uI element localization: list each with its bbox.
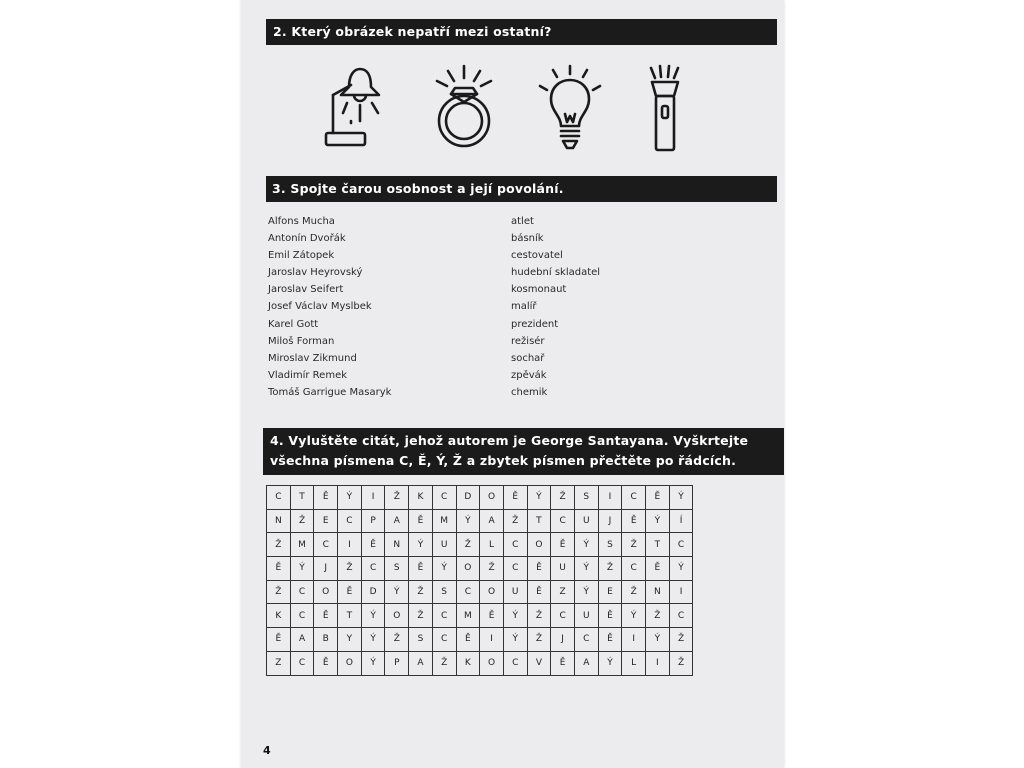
person-name: Antonín Dvořák (268, 233, 346, 245)
grid-cell: Ž (338, 557, 362, 581)
grid-cell: Ě (503, 486, 527, 510)
grid-cell: Ž (456, 533, 480, 557)
grid-cell: Ě (361, 533, 385, 557)
grid-cell: Ž (503, 509, 527, 533)
grid-cell: L (480, 533, 504, 557)
grid-cell: S (385, 557, 409, 581)
grid-cell: Í (669, 509, 693, 533)
grid-row (267, 557, 693, 581)
grid-cell: T (527, 509, 551, 533)
grid-cell: I (598, 486, 622, 510)
grid-cell: Ý (456, 509, 480, 533)
grid-cell: Ž (385, 628, 409, 652)
grid-cell: C (432, 628, 456, 652)
grid-row (267, 486, 693, 510)
grid-cell: Ě (551, 533, 575, 557)
profession: básník (511, 233, 544, 245)
grid-cell: M (456, 604, 480, 628)
grid-cell: S (432, 580, 456, 604)
section-3-header (266, 176, 777, 202)
grid-cell: Ž (598, 557, 622, 581)
grid-cell: C (290, 580, 314, 604)
grid-cell: I (646, 651, 670, 675)
light-bulb-icon (537, 64, 607, 152)
grid-cell: C (314, 533, 338, 557)
profession: atlet (511, 216, 534, 227)
section-4-title-line-2: všechna písmena C, Ě, Ý, Ž a zbytek písmen přečtěte po řádcích. (270, 453, 737, 468)
grid-cell: Ý (361, 628, 385, 652)
desk-lamp-icon (323, 63, 393, 151)
person-name: Jaroslav Heyrovský (268, 267, 363, 279)
grid-cell: S (409, 628, 433, 652)
grid-cell: N (646, 580, 670, 604)
grid-cell: Ž (409, 580, 433, 604)
ring-icon (433, 64, 499, 152)
grid-cell: C (622, 557, 646, 581)
person-name: Alfons Mucha (268, 216, 335, 227)
grid-cell: Ž (409, 604, 433, 628)
grid-row (267, 580, 693, 604)
profession: cestovatel (511, 250, 563, 262)
grid-cell: C (338, 509, 362, 533)
grid-cell: O (314, 580, 338, 604)
grid-cell: J (598, 509, 622, 533)
grid-cell: Ý (385, 580, 409, 604)
grid-cell: Ý (290, 557, 314, 581)
grid-row (267, 628, 693, 652)
grid-cell: D (361, 580, 385, 604)
grid-cell: C (574, 628, 598, 652)
grid-cell: U (432, 533, 456, 557)
grid-cell: Ž (551, 486, 575, 510)
grid-cell: Ě (622, 509, 646, 533)
grid-cell: I (669, 580, 693, 604)
grid-cell: Ž (622, 533, 646, 557)
grid-cell: O (338, 651, 362, 675)
grid-cell: C (503, 533, 527, 557)
grid-cell: M (290, 533, 314, 557)
section-2-header (266, 19, 777, 45)
grid-cell: Ž (669, 628, 693, 652)
grid-cell: U (574, 509, 598, 533)
grid-cell: T (338, 604, 362, 628)
grid-cell: O (385, 604, 409, 628)
grid-cell: Ý (409, 533, 433, 557)
grid-cell: Ž (432, 651, 456, 675)
grid-cell: Ý (527, 486, 551, 510)
grid-cell: S (574, 486, 598, 510)
grid-cell: Ý (503, 604, 527, 628)
grid-cell: C (456, 580, 480, 604)
grid-cell: C (290, 604, 314, 628)
grid-cell: K (409, 486, 433, 510)
grid-cell: Z (551, 580, 575, 604)
grid-cell: Ě (527, 580, 551, 604)
grid-cell: Ž (385, 486, 409, 510)
grid-cell: U (574, 604, 598, 628)
grid-cell: C (361, 557, 385, 581)
profession: zpěvák (511, 369, 547, 381)
grid-cell: N (385, 533, 409, 557)
person-name: Jaroslav Seifert (268, 284, 344, 296)
grid-cell: Ý (432, 557, 456, 581)
grid-cell: Ě (314, 486, 338, 510)
grid-cell: I (622, 628, 646, 652)
grid-cell: Ý (622, 604, 646, 628)
grid-cell: C (290, 651, 314, 675)
grid-cell: Ž (290, 509, 314, 533)
grid-row (267, 509, 693, 533)
grid-cell: K (456, 651, 480, 675)
grid-cell: Ý (646, 509, 670, 533)
profession: malíř (511, 301, 537, 313)
grid-cell: M (432, 509, 456, 533)
flashlight-icon (643, 64, 689, 154)
profession: hudební skladatel (511, 267, 601, 279)
letter-grid (266, 485, 693, 676)
person-name: Karel Gott (268, 318, 319, 330)
profession: chemik (511, 386, 548, 398)
profession: prezident (511, 318, 559, 330)
grid-row (267, 604, 693, 628)
grid-cell: Ž (646, 604, 670, 628)
grid-cell: Ě (409, 557, 433, 581)
grid-cell: Ý (503, 628, 527, 652)
section-4-header (263, 428, 784, 475)
grid-cell: Ž (267, 580, 291, 604)
grid-cell: J (314, 557, 338, 581)
grid-cell: T (646, 533, 670, 557)
grid-cell: A (409, 651, 433, 675)
grid-cell: Ý (669, 486, 693, 510)
section-3-title: 3. Spojte čarou osobnost a její povolání. (272, 181, 564, 196)
grid-cell: Ž (622, 580, 646, 604)
grid-cell: A (290, 628, 314, 652)
grid-cell: A (574, 651, 598, 675)
grid-cell: Ž (669, 651, 693, 675)
grid-cell: C (503, 557, 527, 581)
grid-cell: C (551, 509, 575, 533)
grid-cell: C (669, 604, 693, 628)
professions-list (511, 213, 600, 401)
grid-cell: Y (338, 628, 362, 652)
person-name: Emil Zátopek (268, 250, 335, 262)
grid-cell: Ě (551, 651, 575, 675)
grid-cell: C (267, 486, 291, 510)
grid-cell: C (432, 604, 456, 628)
grid-cell: Ě (646, 557, 670, 581)
grid-cell: U (551, 557, 575, 581)
grid-cell: Ě (314, 651, 338, 675)
page-number: 4 (263, 744, 271, 757)
grid-cell: Z (267, 651, 291, 675)
grid-cell: C (669, 533, 693, 557)
grid-cell: S (598, 533, 622, 557)
profession: kosmonaut (511, 284, 567, 296)
grid-cell: L (622, 651, 646, 675)
grid-cell: Ý (338, 486, 362, 510)
grid-cell: Ý (361, 604, 385, 628)
grid-cell: U (503, 580, 527, 604)
grid-cell: B (314, 628, 338, 652)
grid-cell: I (338, 533, 362, 557)
grid-cell: Ý (574, 533, 598, 557)
grid-cell: P (385, 651, 409, 675)
grid-cell: Ě (598, 628, 622, 652)
grid-cell: Ý (574, 557, 598, 581)
person-name: Miroslav Zikmund (268, 352, 357, 364)
profession: sochař (511, 352, 545, 364)
grid-cell: Ý (669, 557, 693, 581)
grid-cell: Ž (527, 628, 551, 652)
grid-cell: A (480, 509, 504, 533)
section-4-title-line-1: 4. Vyluštěte citát, jehož autorem je George Santayana. Vyškrtejte (270, 433, 749, 448)
grid-cell: T (290, 486, 314, 510)
grid-cell: C (432, 486, 456, 510)
grid-cell: O (480, 651, 504, 675)
grid-cell: N (267, 509, 291, 533)
grid-cell: I (480, 628, 504, 652)
grid-cell: Ě (527, 557, 551, 581)
grid-cell: D (456, 486, 480, 510)
grid-row (267, 533, 693, 557)
grid-cell: Ě (598, 604, 622, 628)
workbook-page (241, 0, 784, 768)
grid-cell: A (385, 509, 409, 533)
person-name: Josef Václav Myslbek (268, 301, 372, 313)
grid-row (267, 651, 693, 675)
grid-cell: Ž (527, 604, 551, 628)
grid-cell: C (622, 486, 646, 510)
grid-cell: Ě (480, 604, 504, 628)
person-name: Tomáš Garrigue Masaryk (268, 386, 392, 398)
profession: režisér (511, 335, 545, 347)
grid-cell: Ě (338, 580, 362, 604)
grid-cell: Ě (267, 628, 291, 652)
grid-cell: Ě (646, 486, 670, 510)
grid-cell: Ž (480, 557, 504, 581)
grid-cell: V (527, 651, 551, 675)
grid-cell: Ž (267, 533, 291, 557)
grid-cell: P (361, 509, 385, 533)
person-name: Vladimír Remek (268, 369, 348, 381)
grid-cell: Ý (574, 580, 598, 604)
grid-cell: O (480, 486, 504, 510)
grid-cell: Ě (267, 557, 291, 581)
grid-cell: E (314, 509, 338, 533)
grid-cell: Ý (361, 651, 385, 675)
grid-cell: C (503, 651, 527, 675)
grid-cell: K (267, 604, 291, 628)
grid-cell: Ě (409, 509, 433, 533)
grid-cell: O (456, 557, 480, 581)
people-list (268, 213, 391, 401)
grid-cell: Ě (314, 604, 338, 628)
grid-cell: C (551, 604, 575, 628)
grid-cell: Ý (646, 628, 670, 652)
grid-cell: E (598, 580, 622, 604)
section-2-title: 2. Který obrázek nepatří mezi ostatní? (273, 24, 552, 39)
grid-cell: Ý (598, 651, 622, 675)
grid-cell: O (480, 580, 504, 604)
grid-cell: Ě (456, 628, 480, 652)
grid-cell: I (361, 486, 385, 510)
person-name: Miloš Forman (268, 335, 335, 347)
grid-cell: J (551, 628, 575, 652)
grid-cell: O (527, 533, 551, 557)
